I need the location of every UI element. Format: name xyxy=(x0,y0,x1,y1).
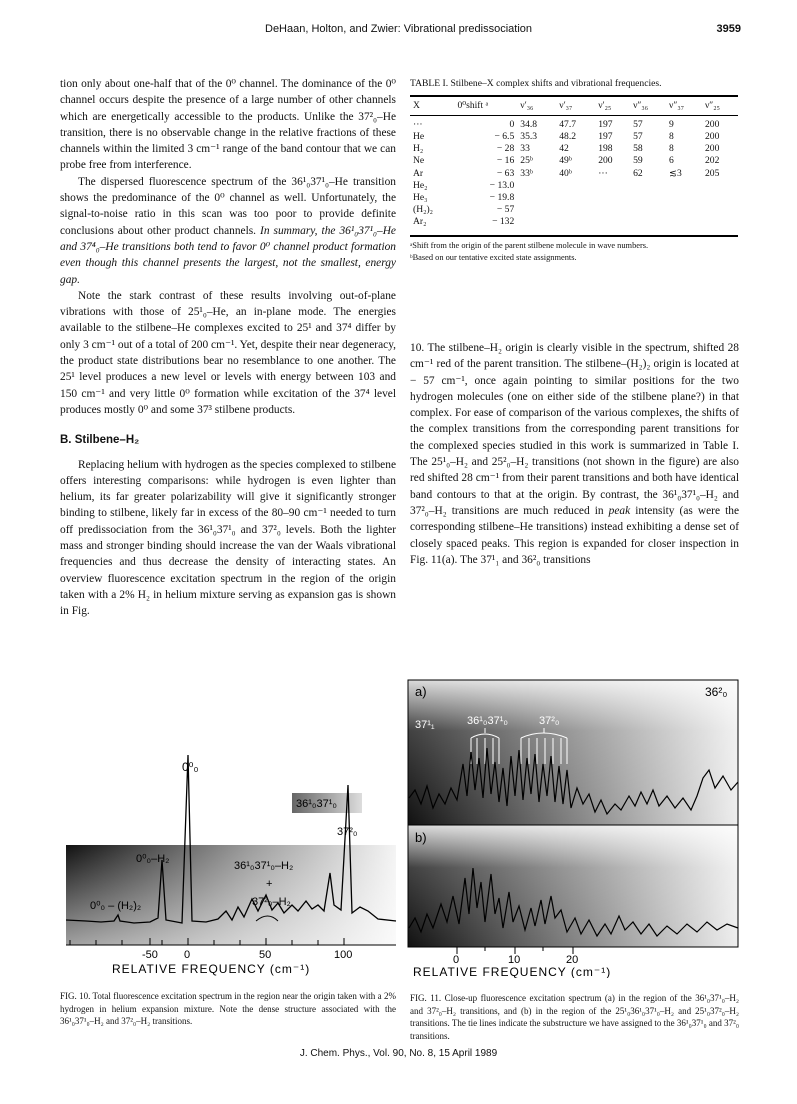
table-cell: 197 xyxy=(598,118,613,130)
table-row xyxy=(410,115,738,131)
fig11-tick-label: 0 xyxy=(453,954,460,966)
table-header-cell: ν″₃₆ xyxy=(633,99,649,111)
fig10-label-37: 37²₀ xyxy=(337,826,358,838)
table-cell: He₂ xyxy=(413,179,428,191)
table-cell: 25ᵇ xyxy=(520,155,533,167)
journal-footer: J. Chem. Phys., Vol. 90, No. 8, 15 April 1989 xyxy=(299,1048,498,1059)
fig11-label-37-2: 37²₀ xyxy=(539,715,560,727)
table-row xyxy=(410,143,738,155)
table-cell xyxy=(595,204,630,216)
table-cell: 34.8 xyxy=(520,118,538,130)
table-1-grid xyxy=(410,95,738,229)
table-header-cell: ν′₃₇ xyxy=(559,99,573,111)
table-cell xyxy=(702,180,738,192)
table-cell xyxy=(595,216,630,228)
table-body xyxy=(410,115,738,228)
table-cell: 57 xyxy=(633,130,643,142)
fig11-tick-label: 20 xyxy=(566,954,579,966)
fig10-x-axis-label: RELATIVE FREQUENCY (cm⁻¹) xyxy=(112,962,311,976)
fig10-tick-label: 0 xyxy=(184,949,191,961)
table-cell: − 6.5 xyxy=(494,130,515,142)
paragraph-text: The dispersed fluorescence spectrum of the 36¹₀37¹₀–He transition shows the predominance of the 0⁰ channel as well. Unfortunately, the signal-to-noise ratio in this scan was too poor to provide definite conclusions about other product channels. xyxy=(60,175,396,237)
page-number: 3959 xyxy=(716,23,741,35)
paragraph: Replacing helium with hydrogen as the species complexed to stilbene offers interesting comparisons: while hydrogen is even lighter than helium, its far greater polarizability will give it significantly stronger binding to stilbene, likely far in excess of the 80–90 cm⁻¹ needed to turn off predissociation from the 36¹₀37¹₀ and 37²₀ levels. Both the lighter mass and stronger binding should increase the van der Waals vibrational frequencies and thus decrease the density of interacting states. An overview fluorescence excitation spectrum in the region of the origin taken with a 2% H₂ in helium mixture serving as expansion gas is shown in Fig. xyxy=(60,458,396,618)
table-cell: Ar xyxy=(413,167,424,179)
paragraph: tion only about one-half that of the 0⁰ channel. The dominance of the 0⁰ channel occurs despite the presence of a large number of other channels which are energetically accessible to the products. Unlike the 37²₀–He transition, there is no observable change in the relative fractions of these channels within the limited 3 cm⁻¹ range of the band contour that we can probe free from interference. xyxy=(60,78,396,172)
fig10-label-origin: 0⁰₀ xyxy=(182,760,199,774)
right-column xyxy=(410,340,739,568)
table-cell: 200 xyxy=(598,155,613,167)
figure-11-caption: FIG. 11. Close-up fluorescence excitation spectrum (a) in the region of the 36¹₀37¹₀–H₂ and 37²₀–H₂ transitions, and (b) in the region of the 25¹₀36¹₀37¹₀–H₂ and 25¹₀37²₀–H₂ transitions. The tie lines indicate the substructure we have assigned to the 36¹₀37¹₀ and 37²₀ transitions. xyxy=(410,993,739,1041)
table-cell: − 13.0 xyxy=(489,179,515,191)
table-cell: 202 xyxy=(704,155,720,167)
fig10-label-h2-2: 0⁰₀ – (H₂)₂ xyxy=(90,900,142,912)
table-cell: 200 xyxy=(704,130,720,142)
fig10-label-plus: + xyxy=(266,878,273,890)
table-cell: − 28 xyxy=(496,143,515,155)
table-cell xyxy=(556,192,595,204)
fig10-tick-label: -50 xyxy=(142,949,158,961)
table-cell: He₃ xyxy=(413,191,428,203)
table-cell: 48.2 xyxy=(559,130,577,142)
table-cell xyxy=(702,204,738,216)
table-cell: − 19.8 xyxy=(489,191,515,203)
table-cell xyxy=(630,180,666,192)
table-cell: 59 xyxy=(633,155,643,167)
fig11-label-36-37: 36¹₀37¹₀ xyxy=(467,715,508,727)
paragraph-text: 10. The stilbene–H₂ origin is clearly visible in the spectrum, shifted 28 cm⁻¹ red of the parent transition. The stilbene–(H₂)₂ origin is located at − 57 cm⁻¹, once again pointing to similar positions for the two hydrogen molecules (one on either side of the stilbene plane?) in that complex. For ease of comparison of the various complexes, the shifts of the complex transitions from the corresponding parent transitions for the complexed species studied in this work is summarized in Table I. The 25¹₀–H₂ and 25²₀–H₂ transitions (not shown in the figure) are also red shifted 28 cm⁻¹ from their parent transitions and both have identical band contours to that at the origin. By contrast, the 36¹₀37¹₀–H₂ and 37²₀–H₂ transitions are much reduced in xyxy=(410,342,739,517)
fig11-tick-label: 10 xyxy=(508,954,521,966)
table-cell: 40ᵇ xyxy=(559,167,572,179)
table-cell: − 63 xyxy=(496,167,515,179)
table-cell xyxy=(556,216,595,228)
table-cell: ··· xyxy=(598,167,608,179)
table-cell: 8 xyxy=(669,143,674,155)
table-footnote-a: ᵃShift from the origin of the parent stilbene molecule in wave numbers. xyxy=(410,240,649,250)
table-1 xyxy=(410,78,738,265)
summary-emphasis: In summary, the 36¹₀37¹₀–He and 37⁴₀–He transitions both tend to favor 0⁰ channel product formation even though this channel presents the largest, not the smallest, energy gap. xyxy=(60,224,396,286)
table-cell xyxy=(666,180,702,192)
table-cell: 35.3 xyxy=(520,130,538,142)
table-row xyxy=(410,155,738,167)
section-heading: B. Stilbene–H₂ xyxy=(60,434,140,447)
table-cell: − 16 xyxy=(496,155,515,167)
table-cell: 58 xyxy=(633,143,643,155)
table-cell: 62 xyxy=(633,167,643,179)
table-cell xyxy=(666,192,702,204)
table-title: TABLE I. Stilbene–X complex shifts and vibrational frequencies. xyxy=(410,78,662,89)
table-cell: − 132 xyxy=(492,216,515,228)
table-row xyxy=(410,168,738,180)
table-cell: 0 xyxy=(509,118,515,130)
table-cell: H₂ xyxy=(413,143,424,155)
table-row xyxy=(410,192,738,204)
running-title: DeHaan, Holton, and Zwier: Vibrational predissociation xyxy=(265,23,532,35)
table-cell xyxy=(517,216,556,228)
left-column xyxy=(60,76,396,620)
table-footnote-b: ᵇBased on our tentative excited state assignments. xyxy=(410,253,577,263)
table-cell xyxy=(595,180,630,192)
paragraph xyxy=(410,340,739,568)
panel-b-label: b) xyxy=(415,830,427,845)
figure-10 xyxy=(56,735,406,980)
fig10-tick-label: 100 xyxy=(334,949,353,961)
figure-10-caption: FIG. 10. Total fluorescence excitation spectrum in the region near the origin taken with a 2% hydrogen in helium expansion mixture. Note the dense structure associated with the 36¹₀37¹₀–H₂ and 37²₀–H₂ transitions. xyxy=(60,991,396,1026)
table-cell: − 57 xyxy=(496,204,515,216)
table-cell xyxy=(702,216,738,228)
table-cell: 205 xyxy=(704,167,720,179)
table-cell: ≲3 xyxy=(669,167,682,179)
fig10-label-h2: 0⁰₀–H₂ xyxy=(136,853,170,865)
table-cell: 6 xyxy=(669,155,674,167)
fig11-x-axis-label: RELATIVE FREQUENCY (cm⁻¹) xyxy=(413,965,612,978)
fig11-label-36-2: 36²₀ xyxy=(705,685,728,699)
table-cell xyxy=(517,204,556,216)
fig10-label-36-37: 36¹₀37¹₀ xyxy=(296,798,337,810)
table-cell: 9 xyxy=(669,118,674,130)
table-header-row xyxy=(410,96,738,116)
table-cell xyxy=(556,180,595,192)
table-cell: He xyxy=(413,130,425,142)
table-cell: 42 xyxy=(559,143,569,155)
table-row xyxy=(410,180,738,192)
table-cell: 200 xyxy=(704,118,720,130)
paragraph: Note the stark contrast of these results involving out-of-plane vibrations with those of 25¹₀–He, an in-plane mode. The energies available to the stilbene–He complexes excited to 25¹ and 37⁴ differ by only 3 cm⁻¹ out of a total of 200 cm⁻¹. Yet, despite their near degeneracy, the product state distributions bear no resemblance to one another. The 25¹ level produces a new level or levels with energy between 103 and 150 cm⁻¹ and very little 0⁰ formation while excitation of the 37⁴ level produces mostly 0⁰ and some 37³ stilbene products. xyxy=(60,289,396,416)
fig10-label-h2-37: 37²₀–H₂ xyxy=(252,896,291,908)
table-cell xyxy=(630,216,666,228)
table-cell xyxy=(630,204,666,216)
table-header-cell: X xyxy=(413,99,420,111)
running-header xyxy=(0,20,797,40)
table-cell xyxy=(517,180,556,192)
table-cell: 57 xyxy=(633,118,643,130)
table-cell: Ne xyxy=(413,155,425,167)
paragraph-text: intensity (as were the corresponding stilbene–He transitions) instead exhibiting a dense set of closely spaced peaks. This region is expanded for closer inspection in Fig. 11(a). The 37¹₁ and 36²₀ transitions xyxy=(410,504,739,566)
table-cell xyxy=(666,204,702,216)
table-cell: 49ᵇ xyxy=(559,155,572,167)
paragraph xyxy=(60,174,396,288)
panel-a-label: a) xyxy=(415,684,427,699)
table-cell: 47.7 xyxy=(559,118,577,130)
table-cell: 197 xyxy=(598,130,613,142)
table-cell: Ar₂ xyxy=(413,216,427,228)
table-cell xyxy=(666,216,702,228)
figure-11 xyxy=(405,678,745,978)
table-cell: 33 xyxy=(520,143,530,155)
table-row xyxy=(410,216,738,228)
table-cell xyxy=(630,192,666,204)
table-header-cell: ν″₂₅ xyxy=(704,99,720,111)
table-cell: 198 xyxy=(598,143,613,155)
table-cell xyxy=(595,192,630,204)
table-header-cell: ν″₃₇ xyxy=(669,99,685,111)
table-cell: 8 xyxy=(669,130,674,142)
table-row xyxy=(410,204,738,216)
fig11-ticks xyxy=(457,947,573,954)
table-cell: ··· xyxy=(413,118,423,130)
table-header-cell: ν′₃₆ xyxy=(520,99,534,111)
table-cell: 200 xyxy=(704,143,720,155)
fig10-tick-label: 50 xyxy=(259,949,272,961)
fig11-label-37-11: 37¹₁ xyxy=(415,719,435,731)
table-cell xyxy=(556,204,595,216)
table-cell: 33ᵇ xyxy=(520,167,533,179)
table-cell xyxy=(702,192,738,204)
table-cell xyxy=(517,192,556,204)
table-row xyxy=(410,131,738,143)
table-header-cell: 0⁰shift ᵃ xyxy=(457,99,489,111)
table-header-cell: ν′₂₅ xyxy=(598,99,612,111)
fig10-label-h2-complex: 36¹₀37¹₀–H₂ xyxy=(234,860,294,872)
table-cell: (H₂)₂ xyxy=(413,204,434,216)
peak-emphasis: peak xyxy=(608,504,631,517)
